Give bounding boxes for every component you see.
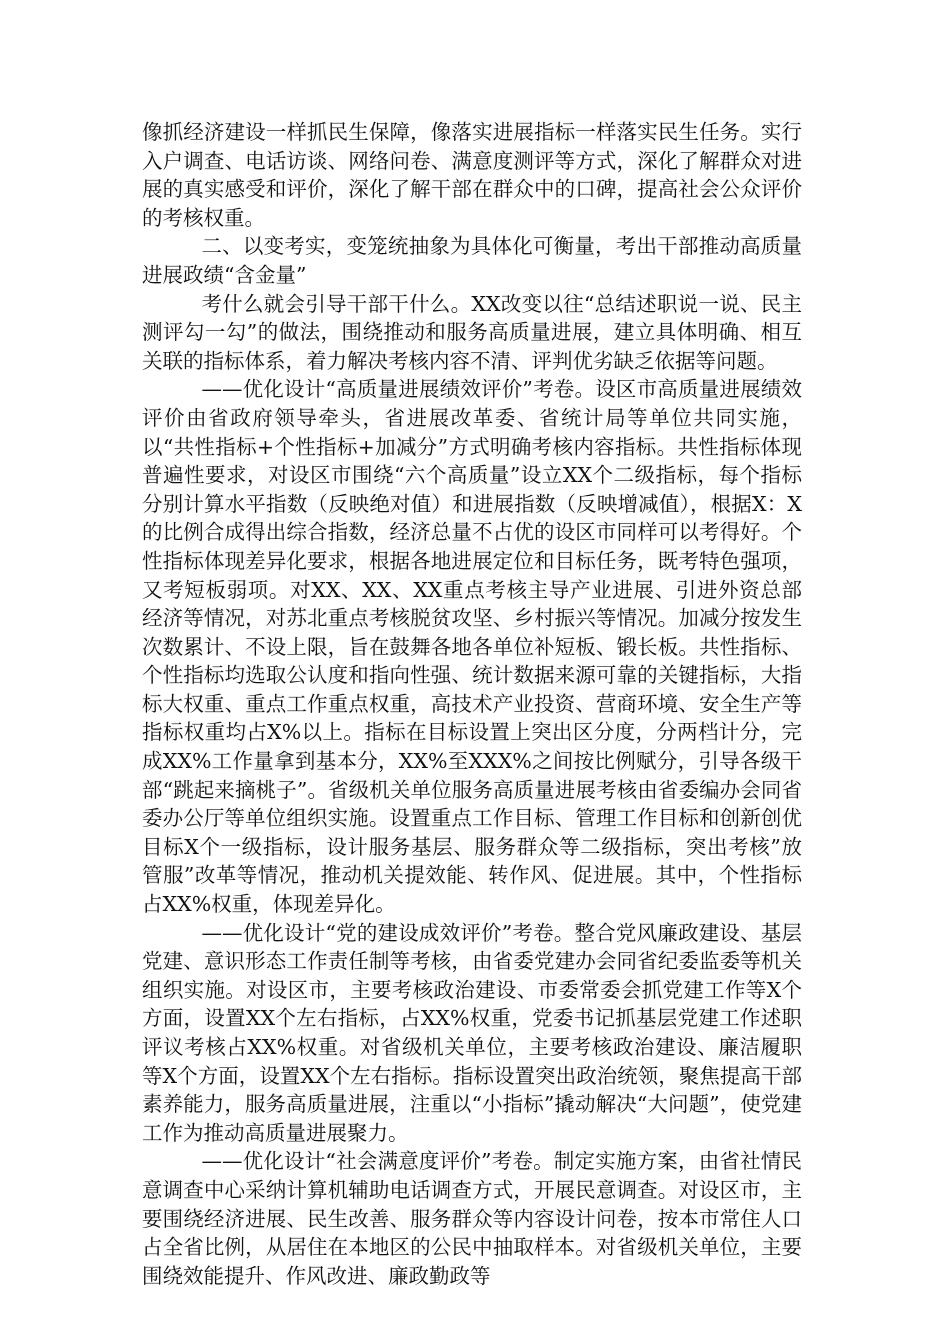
paragraph-5: ——优化设计“党的建设成效评价”考卷。整合党风廉政建设、基层党建、意识形态工作责任制等考核，由省委党建办会同省纪委监委等机关组织实施。对设区市，主要考核政治建设、市委常委会抓党建工作等X个方面，设置XX个左右指标，占XX%权重，党委书记抓基层党建工作述职评议考核占XX%权重。对省级机关单位，主要考核政治建设、廉洁履职等X个方面，设置XX个左右指标。指标设置突出政治统领，聚焦提高干部素养能力，服务高质量进展，注重以“小指标”撬动解决“大问题”，使党建工作为推动高质量进展聚力。 xyxy=(142,920,802,1145)
paragraph-1: 像抓经济建设一样抓民生保障，像落实进展指标一样落实民生任务。实行入户调查、电话访谈、网络问卷、满意度测评等方式，深化了解群众对进展的真实感受和评价，深化了解干部在群众中的口碑，提高社会公众评价的考核权重。 xyxy=(142,120,802,230)
paragraph-4: ——优化设计“高质量进展绩效评价”考卷。设区市高质量进展绩效评价由省政府领导牵头，省进展改革委、省统计局等单位共同实施，以“共性指标+个性指标+加减分”方式明确考核内容指标。共性指标体现普遍性要求，对设区市围绕“六个高质量”设立XX个二级指标，每个指标分别计算水平指数（反映绝对值）和进展指数（反映增减值），根据X：X的比例合成得出综合指数，经济总量不占优的设区市同样可以考得好。个性指标体现差异化要求，根据各地进展定位和目标任务，既考特色强项，又考短板弱项。对XX、XX、XX重点考核主导产业进展、引进外资总部经济等情况，对苏北重点考核脱贫攻坚、乡村振兴等情况。加减分按发生次数累计、不设上限，旨在鼓舞各地各单位补短板、锻长板。共性指标、个性指标均选取公认度和指向性强、统计数据来源可靠的关键指标，大指标大权重、重点工作重点权重，高技术产业投资、营商环境、安全生产等指标权重均占X%以上。指标在目标设置上突出区分度，分两档计分，完成XX%工作量拿到基本分，XX%至XXX%之间按比例赋分，引导各级干部“跳起来摘桃子”。省级机关单位服务高质量进展考核由省委编办会同省委办公厅等单位组织实施。设置重点工作目标、管理工作目标和创新创优目标X个一级指标，设计服务基层、服务群众等二级指标，突出考核”放管服”改革等情况，推动机关提效能、转作风、促进展。其中，个性指标占XX%权重，体现差异化。 xyxy=(142,377,802,917)
section-heading-2: 二、以变考实，变笼统抽象为具体化可衡量，考出干部推动高质量进展政绩“含金量” xyxy=(142,234,802,287)
paragraph-6: ——优化设计“社会满意度评价”考卷。制定实施方案，由省社情民意调查中心采纳计算机辅助电话调查方式，开展民意调查。对设区市，主要围绕经济进展、民生改善、服务群众等内容设计问卷，按本市常住人口占全省比例，从居住在本地区的公民中抽取样本。对省级机关单位，主要围绕效能提升、作风改进、廉政勤政等 xyxy=(142,1149,802,1288)
paragraph-3: 考什么就会引导干部干什么。XX改变以往“总结述职说一说、民主测评勾一勾”的做法，围绕推动和服务高质量进展，建立具体明确、相互关联的指标体系，着力解决考核内容不清、评判优劣缺乏依据等问题。 xyxy=(142,291,802,373)
document-body xyxy=(142,118,802,1290)
